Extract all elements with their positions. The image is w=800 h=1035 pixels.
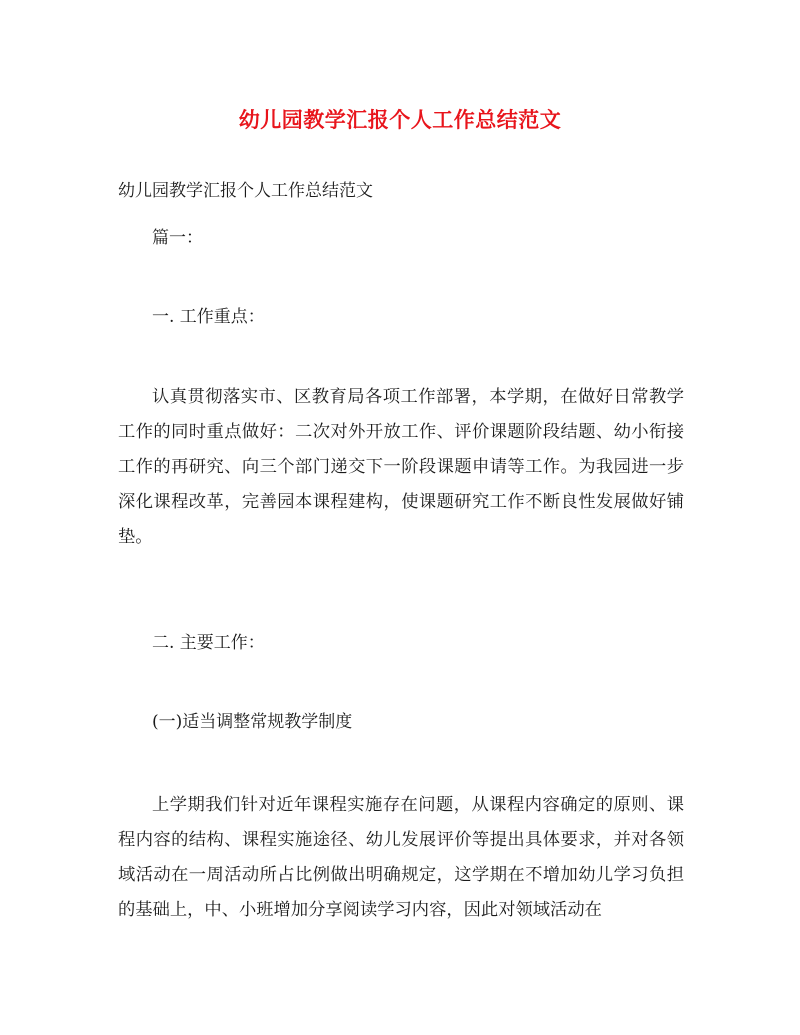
- subsection-1-body: 上学期我们针对近年课程实施存在问题，从课程内容确定的原则、课程内容的结构、课程实施途径、幼儿发展评价等提出具体要求，并对各领域活动在一周活动所占比例做出明确规定，这学期在不增加幼儿学习负担的基础上，中、小班增加分享阅读学习内容，因此对领域活动在: [118, 795, 684, 920]
- document-title: 幼儿园教学汇报个人工作总结范文: [238, 107, 562, 132]
- section-1-heading: 一. 工作重点：: [152, 307, 265, 327]
- subsection-1-heading: (一)适当调整常规教学制度: [152, 712, 353, 732]
- document-subtitle: 幼儿园教学汇报个人工作总结范文: [118, 181, 373, 201]
- section-1-body: 认真贯彻落实市、区教育局各项工作部署，本学期，在做好日常教学工作的同时重点做好：二次对外开放工作、评价课题阶段结题、幼小衔接工作的再研究、向三个部门递交下一阶段课题申请等工作。为我园进一步深化课程改革，完善园本课程建构，使课题研究工作不断良性发展做好铺垫。: [118, 387, 684, 547]
- part-label: 篇一：: [152, 228, 203, 248]
- section-2-heading: 二. 主要工作：: [152, 633, 265, 653]
